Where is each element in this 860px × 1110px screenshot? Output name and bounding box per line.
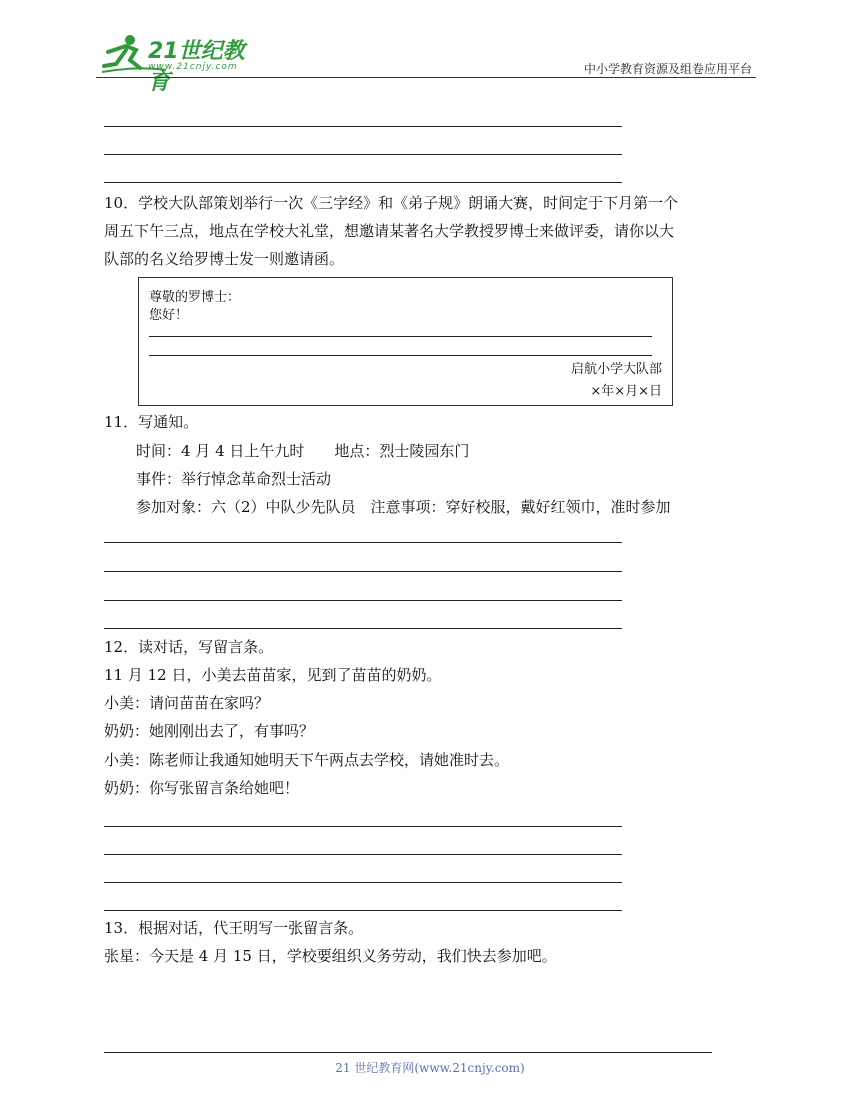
answer-line (149, 355, 652, 356)
q12-dialogue: 小美：请问苗苗在家吗？ (104, 694, 270, 712)
q11-event: 事件：举行悼念革命烈士活动 (136, 470, 332, 488)
answer-line (104, 826, 622, 827)
q13-title: 13．根据对话，代王明写一张留言条。 (104, 919, 364, 937)
q12-dialogue: 小美：陈老师让我通知她明天下午两点去学校，请她准时去。 (104, 751, 510, 769)
invitation-date: ×年×月×日 (590, 384, 662, 399)
answer-line (104, 910, 622, 911)
q10-text: 周五下午三点，地点在学校大礼堂，想邀请某著名大学教授罗博士来做评委，请你以大 (104, 222, 675, 240)
header-divider (96, 77, 756, 78)
invitation-box (138, 277, 673, 406)
site-logo (96, 30, 266, 95)
q13-dialogue: 张星：今天是 4 月 15 日，学校要组织义务劳动，我们快去参加吧。 (104, 947, 557, 965)
answer-line (104, 882, 622, 883)
answer-line (104, 182, 622, 183)
answer-line (104, 628, 622, 629)
logo-url: www.21cnjy.com (148, 62, 238, 72)
q10-text: 10．学校大队部策划举行一次《三字经》和《弟子规》朗诵大赛，时间定于下月第一个 (104, 194, 679, 212)
q12-context: 11 月 12 日，小美去苗苗家，见到了苗苗的奶奶。 (104, 666, 442, 684)
invitation-greeting: 您好！ (149, 308, 189, 323)
q12-title: 12．读对话，写留言条。 (104, 638, 274, 656)
logo-text: 21世纪教育 (148, 39, 245, 95)
answer-line (104, 154, 622, 155)
q11-title: 11．写通知。 (104, 413, 199, 431)
q11-time-place: 时间：4 月 4 日上午九时 地点：烈士陵园东门 (136, 442, 470, 460)
q12-dialogue: 奶奶：你写张留言条给她吧！ (104, 779, 300, 797)
q10-text: 队部的名义给罗博士发一则邀请函。 (104, 250, 345, 268)
invitation-salutation: 尊敬的罗博士： (149, 290, 241, 305)
platform-name: 中小学教育资源及组卷应用平台 (583, 62, 752, 76)
footer-link[interactable]: 21 世纪教育网(www.21cnjy.com) (335, 1061, 525, 1075)
answer-line (104, 854, 622, 855)
answer-line (104, 571, 622, 572)
answer-line (149, 336, 652, 337)
q12-dialogue: 奶奶：她刚刚出去了，有事吗？ (104, 722, 315, 740)
invitation-signature: 启航小学大队部 (570, 362, 662, 377)
answer-line (104, 126, 622, 127)
answer-line (104, 542, 622, 543)
footer-divider (104, 1052, 712, 1053)
q11-participants: 参加对象：六（2）中队少先队员 注意事项：穿好校服，戴好红领巾，准时参加 (136, 498, 671, 516)
answer-line (104, 600, 622, 601)
